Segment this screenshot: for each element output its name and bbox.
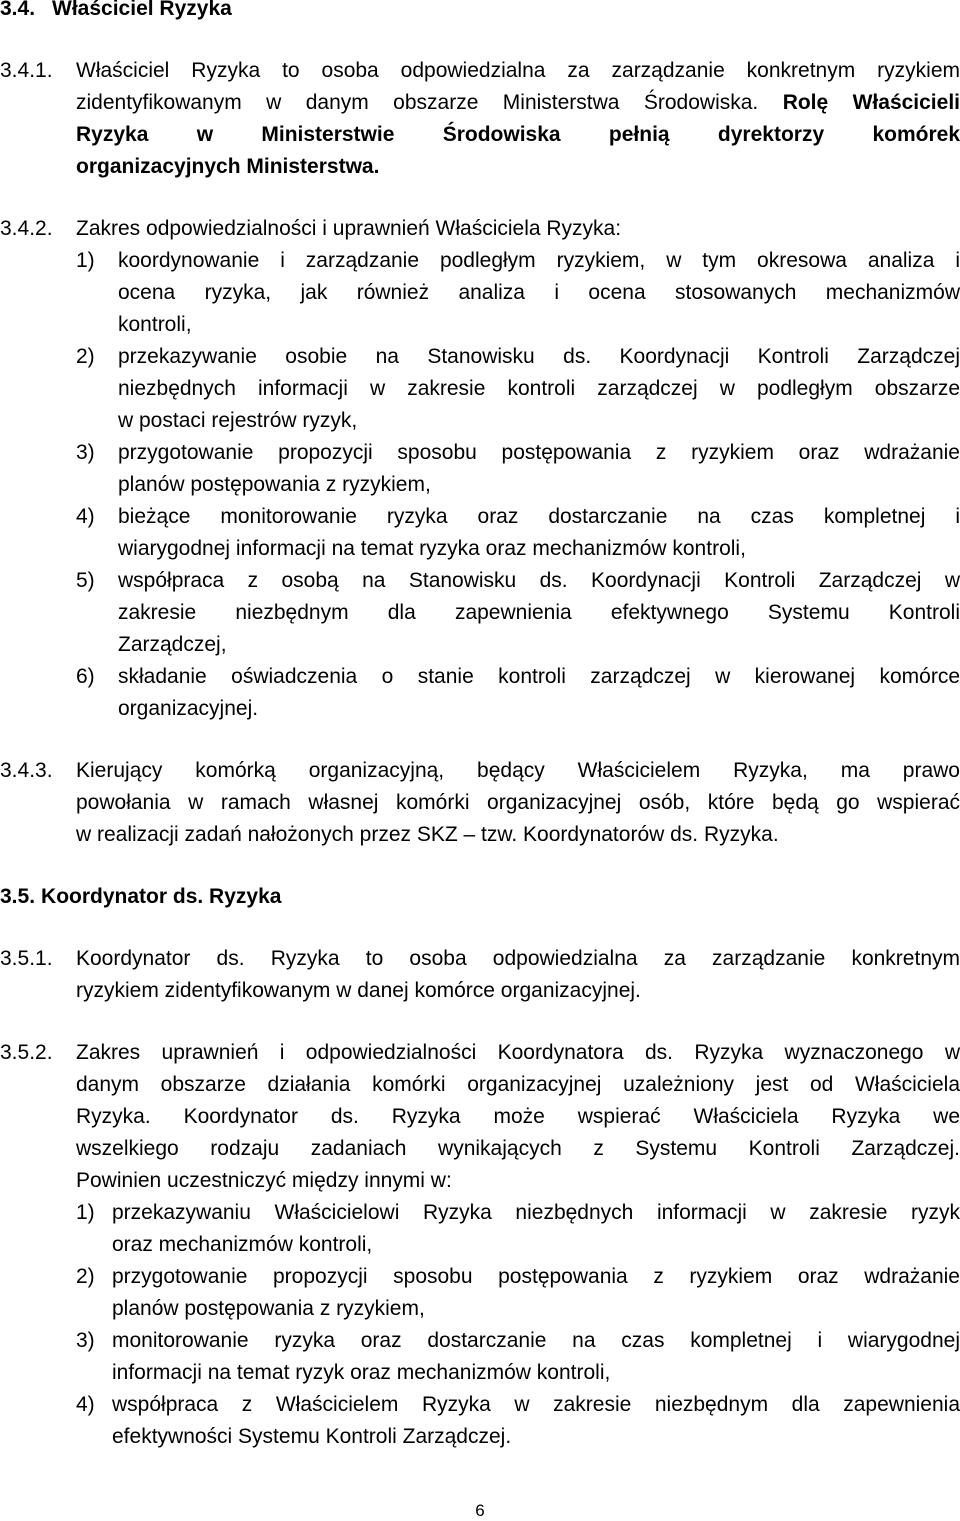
paragraph-line: danym obszarze działania komórki organizacyjnej uzależniony jest od Właściciela bbox=[76, 1073, 960, 1096]
section-heading-3-5 bbox=[0, 885, 281, 909]
list-item-line: organizacyjnej. bbox=[118, 697, 259, 720]
section-title: Koordynator ds. Ryzyka bbox=[41, 885, 282, 908]
list-item-line: przekazywanie osobie na Stanowisku ds. Koordynacji Kontroli Zarządczej bbox=[118, 345, 960, 368]
list-item-line: przygotowanie propozycji sposobu postępowania z ryzykiem oraz wdrażanie bbox=[112, 1265, 960, 1288]
list-item-line: współpraca z Właścicielem Ryzyka w zakresie niezbędnym dla zapewnienia bbox=[112, 1393, 960, 1416]
list-number: 3) bbox=[76, 441, 95, 464]
list-item-line: planów postępowania z ryzykiem, bbox=[112, 1297, 425, 1320]
list-item-line: planów postępowania z ryzykiem, bbox=[118, 473, 431, 496]
paragraph-number: 3.5.2. bbox=[0, 1041, 53, 1064]
list-number: 2) bbox=[76, 345, 95, 368]
paragraph-line: Kierujący komórką organizacyjną, będący Właścicielem Ryzyka, ma prawo bbox=[76, 759, 960, 782]
list-item-line: Zarządczej, bbox=[118, 633, 227, 656]
list-item-line: w postaci rejestrów ryzyk, bbox=[118, 409, 358, 432]
list-item-line: efektywności Systemu Kontroli Zarządczej. bbox=[112, 1425, 512, 1448]
paragraph-line: wszelkiego rodzaju zadaniach wynikających z Systemu Kontroli Zarządczej. bbox=[76, 1137, 960, 1160]
paragraph-line: powołania w ramach własnej komórki organizacyjnej osób, które będą go wspierać bbox=[76, 791, 960, 814]
list-item-line: koordynowanie i zarządzanie podległym ryzykiem, w tym okresowa analiza i bbox=[118, 249, 960, 272]
list-item-line: kontroli, bbox=[118, 313, 192, 336]
list-number: 1) bbox=[76, 1201, 95, 1224]
list-number: 2) bbox=[76, 1265, 95, 1288]
list-item-line: składanie oświadczenia o stanie kontroli zarządczej w kierowanej komórce bbox=[118, 665, 960, 688]
list-item-line: przekazywaniu Właścicielowi Ryzyka niezbędnych informacji w zakresie ryzyk bbox=[112, 1201, 960, 1224]
list-number: 3) bbox=[76, 1329, 95, 1352]
paragraph-line: Powinien uczestniczyć między innymi w: bbox=[76, 1169, 452, 1192]
paragraph-intro: Zakres odpowiedzialności i uprawnień Właściciela Ryzyka: bbox=[76, 217, 622, 240]
paragraph-line: ryzykiem zidentyfikowanym w danej komórce organizacyjnej. bbox=[76, 979, 641, 1002]
list-item-line: bieżące monitorowanie ryzyka oraz dostarczanie na czas kompletnej i bbox=[118, 505, 960, 528]
list-item-line: współpraca z osobą na Stanowisku ds. Koordynacji Kontroli Zarządczej w bbox=[118, 569, 960, 592]
paragraph-line: Właściciel Ryzyka to osoba odpowiedzialna za zarządzanie konkretnym ryzykiem bbox=[76, 59, 960, 82]
paragraph-number: 3.4.2. bbox=[0, 217, 53, 240]
paragraph-number: 3.4.3. bbox=[0, 759, 53, 782]
list-item-line: oraz mechanizmów kontroli, bbox=[112, 1233, 373, 1256]
section-number: 3.4. bbox=[0, 0, 36, 20]
section-title: Właściciel Ryzyka bbox=[52, 0, 232, 20]
list-item-line: niezbędnych informacji w zakresie kontroli zarządczej w podległym obszarze bbox=[118, 377, 960, 400]
list-item-line: przygotowanie propozycji sposobu postępowania z ryzykiem oraz wdrażanie bbox=[118, 441, 960, 464]
text-run: zidentyfikowanym w danym obszarze Ministerstwa Środowiska. bbox=[76, 91, 759, 114]
list-item-line: informacji na temat ryzyk oraz mechanizmów kontroli, bbox=[112, 1361, 611, 1384]
list-number: 4) bbox=[76, 1393, 95, 1416]
list-item-line: zakresie niezbędnym dla zapewnienia efektywnego Systemu Kontroli bbox=[118, 601, 960, 624]
list-item-line: ocena ryzyka, jak również analiza i ocena stosowanych mechanizmów bbox=[118, 281, 960, 304]
paragraph-line: Koordynator ds. Ryzyka to osoba odpowiedzialna za zarządzanie konkretnym bbox=[76, 947, 960, 970]
list-number: 4) bbox=[76, 505, 95, 528]
section-heading-3-4 bbox=[0, 0, 232, 21]
paragraph-line: Ryzyka. Koordynator ds. Ryzyka może wspierać Właściciela Ryzyka we bbox=[76, 1105, 960, 1128]
list-number: 6) bbox=[76, 665, 95, 688]
page-number: 6 bbox=[475, 1501, 485, 1520]
list-item-line: monitorowanie ryzyka oraz dostarczanie na czas kompletnej i wiarygodnej bbox=[112, 1329, 960, 1352]
paragraph-line bbox=[76, 91, 960, 115]
bold-text-run: Rolę Właścicieli bbox=[782, 91, 960, 114]
paragraph-number: 3.4.1. bbox=[0, 59, 53, 82]
paragraph-line: organizacyjnych Ministerstwa. bbox=[76, 155, 380, 178]
paragraph-number: 3.5.1. bbox=[0, 947, 53, 970]
list-number: 1) bbox=[76, 249, 95, 272]
section-number: 3.5. bbox=[0, 885, 36, 908]
paragraph-line: w realizacji zadań nałożonych przez SKZ – tzw. Koordynatorów ds. Ryzyka. bbox=[76, 823, 779, 846]
list-number: 5) bbox=[76, 569, 95, 592]
list-item-line: wiarygodnej informacji na temat ryzyka oraz mechanizmów kontroli, bbox=[118, 537, 746, 560]
paragraph-line: Ryzyka w Ministerstwie Środowiska pełnią dyrektorzy komórek bbox=[76, 123, 960, 146]
paragraph-line: Zakres uprawnień i odpowiedzialności Koordynatora ds. Ryzyka wyznaczonego w bbox=[76, 1041, 960, 1064]
